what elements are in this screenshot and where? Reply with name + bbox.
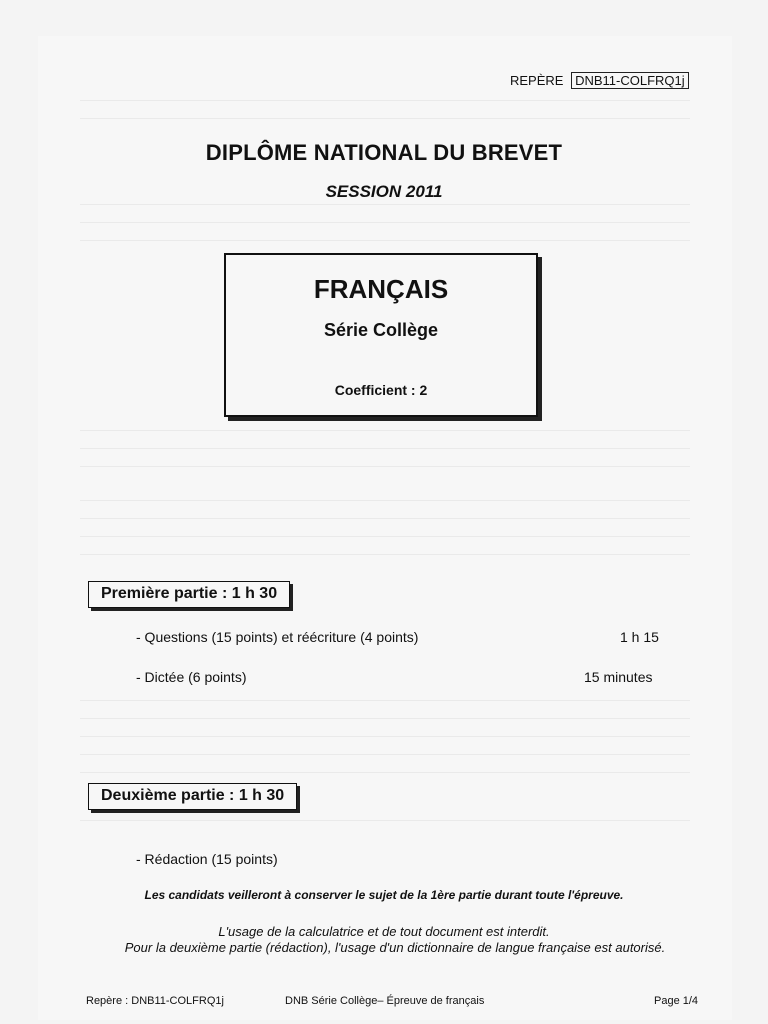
candidates-notice: Les candidats veilleront à conserver le sujet de la 1ère partie durant toute l'épreuve.: [144, 888, 624, 902]
redaction-item-label: - Rédaction (15 points): [136, 851, 278, 867]
exam-title: DIPLÔME NATIONAL DU BREVET: [205, 140, 563, 165]
first-part-heading: Première partie : 1 h 30: [88, 581, 290, 608]
calculator-rule: L'usage de la calculatrice et de tout document est interdit.: [218, 924, 550, 939]
dictionary-rule: Pour la deuxième partie (rédaction), l'usage d'un dictionnaire de langue française est autorisé.: [124, 940, 666, 955]
questions-item-label: - Questions (15 points) et réécriture (4 points): [136, 629, 419, 645]
coefficient-label: Coefficient : 2: [334, 382, 428, 398]
questions-item-time: 1 h 15: [620, 629, 659, 645]
repere-code: DNB11-COLFRQ1j: [571, 72, 689, 89]
subject-title: FRANÇAIS: [313, 274, 449, 304]
footer-page-number: Page 1/4: [654, 995, 699, 1007]
footer-title: DNB Série Collège– Épreuve de français: [285, 995, 485, 1007]
dictee-item-label: - Dictée (6 points): [136, 669, 247, 685]
second-part-heading: Deuxième partie : 1 h 30: [88, 783, 297, 810]
footer-repere: Repère : DNB11-COLFRQ1j: [86, 995, 224, 1007]
repere-label: REPÈRE: [510, 73, 564, 88]
dictee-item-time: 15 minutes: [584, 669, 653, 685]
repere-header: [510, 72, 689, 89]
exam-session: SESSION 2011: [325, 182, 443, 201]
serie-label: Série Collège: [323, 320, 439, 340]
